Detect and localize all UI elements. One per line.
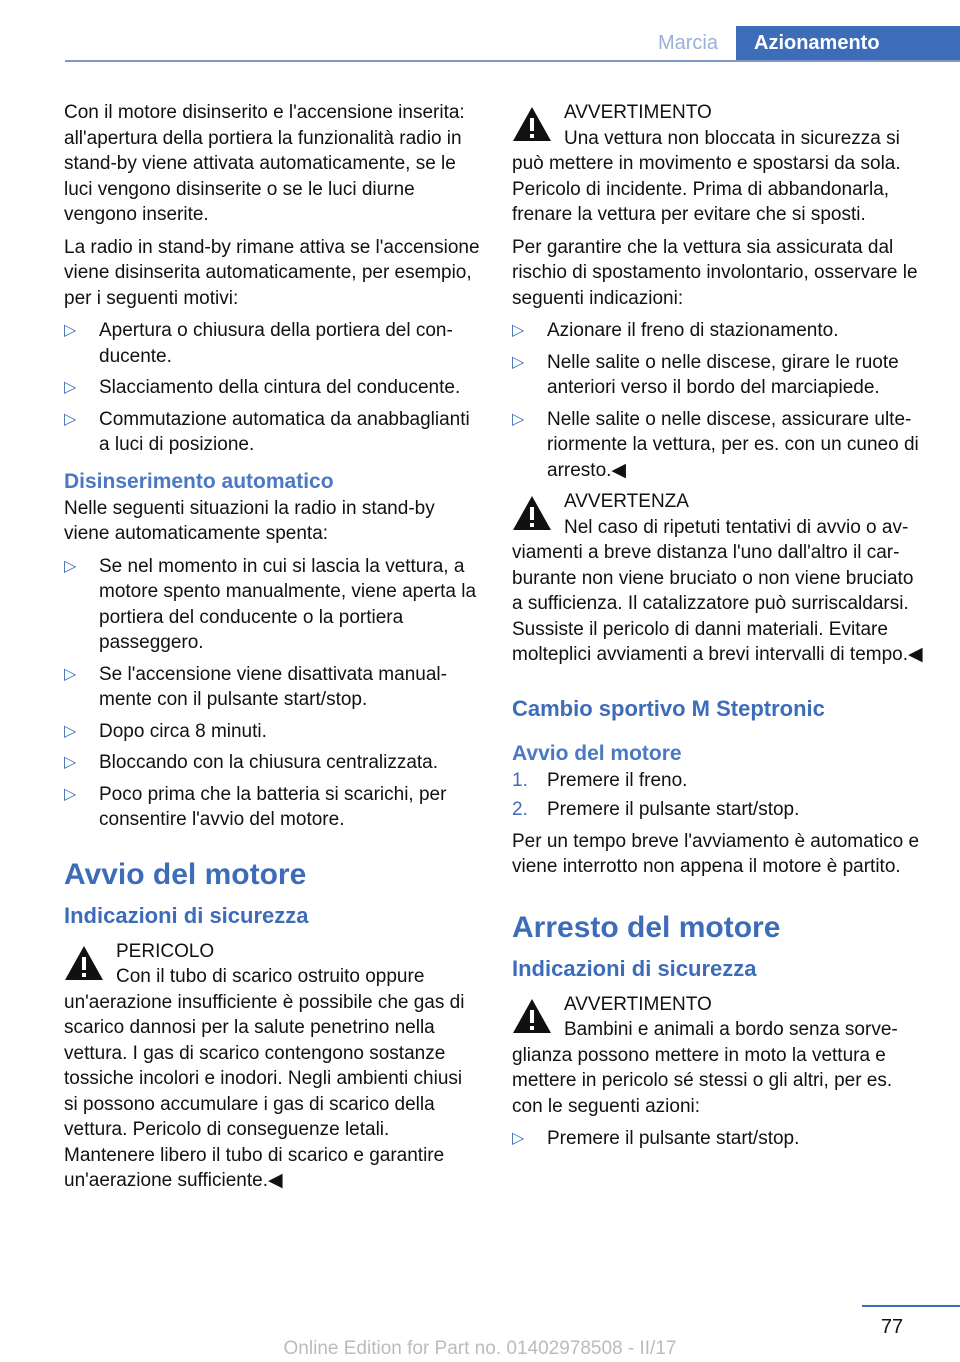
section-subheading: Cambio sportivo M Steptronic [512,695,825,721]
warning-text: Una vettura non bloccata in sicurezza si può mettere in movimento e spostarsi da sola. Pericolo di incidente. Prima di abbandonarla, frenare la vettura per evitare che si sposti. [512,127,901,225]
page-number-rule [862,1305,960,1307]
bullet-triangle-icon: ▷ [512,353,525,371]
paragraph: La radio in stand-by rimane attiva se l'accensione viene disinserita automaticamente, per esempio, per i seguenti motivi: [64,236,480,309]
list-item: ▷ Apertura o chiusura della portiera del conducente. [64,320,453,367]
left-column [64,100,480,1194]
bullet-triangle-icon: ▷ [64,557,77,575]
warning-text: Con il tubo di scarico ostruito oppure un'aerazione insufficiente è possibile che gas di scarico dannosi per la salute penetrino nella vettura. I gas di scarico contengono sostanze tossiche incolori e inodori. Negli ambienti chiusi si possono accumulare i gas di scarico della vettura. Pericolo di conseguenze letali. Mantenere libero il tubo di scarico e garantire un'aerazione sufficiente.◀ [64,966,465,1191]
warning-title: AVVERTENZA [564,491,689,512]
list-item: ▷ Slacciamento della cintura del conducente. [64,375,480,401]
warning-block [512,992,927,1120]
warning-block [512,489,927,668]
bullet-list [64,554,480,833]
warning-title: AVVERTIMENTO [564,102,712,123]
warning-text: Nel caso di ripetuti tentativi di avvio o avviamenti a breve distanza l'uno dall'altro il carburante non viene bruciato o non viene bruciato a sufficienza. Il catalizzatore può surriscaldarsi. Sussiste il pericolo di danni materiali. Evitare molteplici avviamenti a brevi intervalli di tempo.◀ [512,516,923,665]
warning-triangle-icon [512,495,552,531]
header-section: Marcia [657,32,718,54]
step-number: 1. [512,769,528,791]
bullet-list [512,1126,927,1152]
safety-heading: Indicazioni di sicurezza [512,955,757,981]
list-item: 1. Premere il freno. [512,768,927,794]
section-heading: Arresto del motore [512,910,781,944]
bullet-triangle-icon: ▷ [64,379,77,396]
bullet-triangle-icon: ▷ [64,322,77,339]
warning-title: AVVERTIMENTO [564,993,712,1015]
warning-block [64,939,480,1194]
numbered-list [512,768,927,823]
bullet-triangle-icon: ▷ [512,322,525,339]
list-item: ▷ Poco prima che la batteria si scarichi, per consentire l'avvio del motore. [64,783,447,830]
list-item: ▷ Bloccando con la chiusura centralizzata. [64,750,480,776]
warning-text: Bambini e animali a bordo senza sorveglianza possono mettere in moto la vettura e mettere in pericolo sé stessi o gli altri, per es. con le seguenti azioni: [512,1019,898,1117]
bullet-triangle-icon: ▷ [512,410,525,428]
right-column [512,100,927,1158]
page-number: 77 [880,1316,904,1338]
step-number: 2. [512,799,528,820]
paragraph: Per garantire che la vettura sia assicurata dal rischio di spostamento involontario, osservare le seguenti indicazioni: [512,236,918,309]
list-item: 2. Premere il pulsante start/stop. [512,797,927,823]
section-heading: Avvio del motore [64,857,307,891]
edition-footer: Online Edition for Part no. 01402978508 - II/17 [283,1338,677,1359]
bullet-triangle-icon: ▷ [64,754,77,771]
list-item: ▷ Premere il pulsante start/stop. [512,1126,927,1152]
bullet-triangle-icon: ▷ [64,665,77,683]
subsection-heading: Disinserimento automatico [64,469,334,493]
warning-triangle-icon [64,945,104,981]
list-item: ▷ Nelle salite o nelle discese, assicurare ulteriormente la vettura, per es. con un cuneo di arresto.◀ [512,408,919,481]
list-item: ▷ Dopo circa 8 minuti. [64,719,480,745]
bullet-triangle-icon: ▷ [512,1130,525,1147]
warning-triangle-icon [512,998,552,1034]
bullet-triangle-icon: ▷ [64,785,77,803]
list-item: ▷ Nelle salite o nelle discese, girare le ruote anteriori verso il bordo del marciapiede. [512,351,899,398]
bullet-list [64,318,480,458]
warning-triangle-icon [512,106,552,142]
subsection-heading: Avvio del motore [512,741,682,765]
header-chapter-tab: Azionamento [736,26,960,62]
list-item: ▷ Commutazione automatica da anabbaglianti a luci di posizione. [64,408,470,455]
warning-title: PERICOLO [116,940,215,962]
warning-block [512,100,927,228]
bullet-triangle-icon: ▷ [64,722,77,740]
paragraph: Con il motore disinserito e l'accensione inserita: all'apertura della portiera la funzionalità radio in stand-by viene attivata automaticamente, se le luci vengono disinserite o se le luci diurne vengono inserite. [64,102,465,225]
list-item: ▷ Se nel momento in cui si lascia la vettura, a motore spento manualmente, viene aperta la portiera del conducente o la portiera passeggero. [64,555,477,653]
list-item: ▷ Se l'accensione viene disattivata manualmente con il pulsante start/stop. [64,663,447,710]
bullet-triangle-icon: ▷ [64,410,77,428]
bullet-list [512,318,927,483]
paragraph: Per un tempo breve l'avviamento è automatico e viene interrotto non appena il motore è partito. [512,830,920,877]
paragraph: Nelle seguenti situazioni la radio in stand-by viene automaticamente spenta: [64,497,435,544]
safety-heading: Indicazioni di sicurezza [64,902,309,928]
header-rule [65,60,960,62]
list-item: ▷ Azionare il freno di stazionamento. [512,318,927,344]
